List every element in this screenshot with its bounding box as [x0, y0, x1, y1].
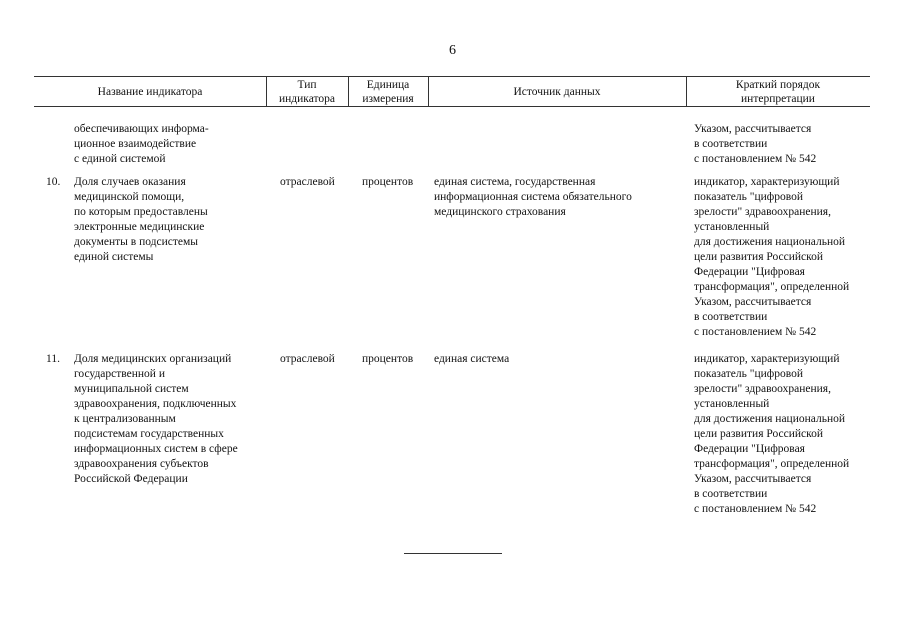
page-number: 6: [449, 43, 456, 58]
row-indicator-type: отраслевой: [280, 176, 335, 188]
header-name: Название индикатора: [97, 86, 203, 98]
table-header-bottom-rule: [34, 106, 870, 107]
row-data-source: единая система, государственная информационная система обязательного медицинского страхования: [434, 176, 632, 218]
row-unit: процентов: [362, 176, 414, 188]
header-unit: Единица измерения: [362, 79, 414, 105]
header-type: Тип индикатора: [278, 79, 335, 105]
row-indicator-name: Доля случаев оказания медицинской помощи, по которым предоставлены электронные медицинские документы в подсистемы единой системы: [74, 176, 208, 263]
continuation-name: обеспечивающих информа- ционное взаимодействие с единой системой: [74, 123, 209, 165]
continuation-interpretation: Указом, рассчитывается в соответствии с постановлением № 542: [694, 123, 817, 165]
row-number: 10.: [46, 176, 61, 188]
row-interpretation: индикатор, характеризующий показатель "цифровой зрелости" здравоохранения, установленный для достижения национальной цели развития Российской Федерации "Цифровая трансформация", определенной Указом, рассчитывается в соответствии с постановлением № 542: [694, 176, 850, 338]
row-unit: процентов: [362, 353, 414, 365]
row-indicator-name: Доля медицинских организаций государственной и муниципальной систем здравоохранения, подключенных к централизованным подсистемам государственных информационных систем в сфере здравоохранения субъектов Российской Федерации: [74, 353, 238, 485]
row-indicator-type: отраслевой: [280, 353, 335, 365]
footer-separator: [404, 553, 502, 554]
row-interpretation: индикатор, характеризующий показатель "цифровой зрелости" здравоохранения, установленный для достижения национальной цели развития Российской Федерации "Цифровая трансформация", определенной Указом, рассчитывается в соответствии с постановлением № 542: [694, 353, 850, 515]
header-source: Источник данных: [513, 86, 601, 98]
row-number: 11.: [46, 353, 60, 365]
table-top-rule: [34, 76, 870, 77]
header-interpretation: Краткий порядок интерпретации: [735, 79, 821, 105]
row-data-source: единая система: [434, 353, 510, 365]
